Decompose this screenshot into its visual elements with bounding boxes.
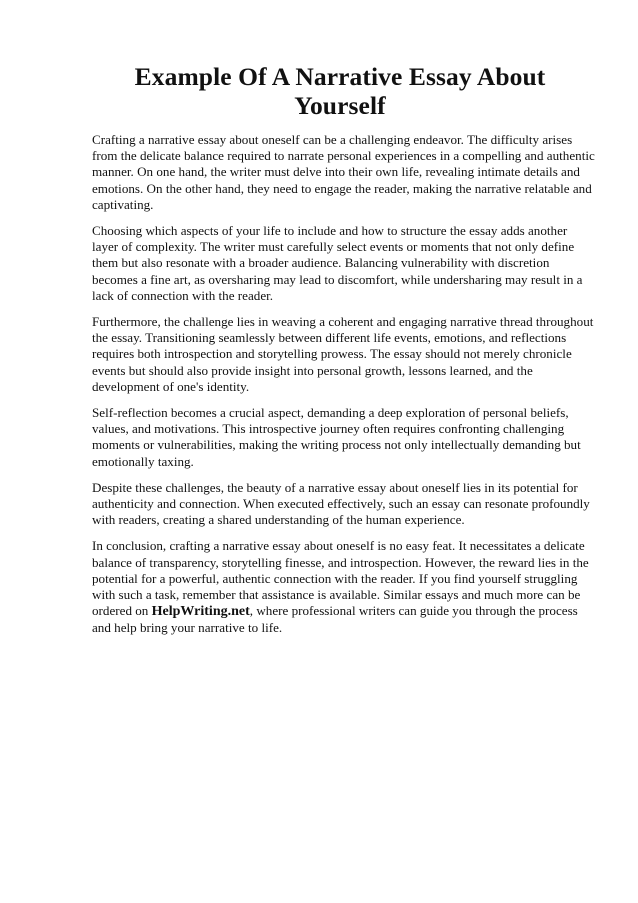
paragraph-5: Despite these challenges, the beauty of a narrative essay about oneself lies in its potential for authenticity and connection. When executed effectively, such an essay can resonate profoundly with readers, creating a shared understanding of the human experience. (92, 479, 590, 528)
conclusion-text-end: , where professional writers can guide you through the process and help bring your narrative to life. (92, 603, 578, 636)
paragraph-1: Crafting a narrative essay about oneself can be a challenging endeavor. The difficulty arises from the delicate balance required to narrate personal experiences in a compelling and authentic manner. On one hand, the writer must delve into their own life, revealing intimate details and emotions. On the other hand, they need to engage the reader, making the narrative relatable and captivating. (92, 132, 595, 212)
paragraph-4: Self-reflection becomes a crucial aspect, demanding a deep exploration of personal beliefs, values, and motivations. This introspective journey often requires confronting challenging moments or vulnerabilities, making the writing process not only intellectually demanding but emotionally taxing. (92, 405, 581, 469)
conclusion-paragraph (92, 538, 596, 636)
page-title: Example Of A Narrative Essay About Yourself (134, 62, 546, 120)
paragraph-2: Choosing which aspects of your life to include and how to structure the essay adds another layer of complexity. The writer must carefully select events or moments that not only define them but also resonate with a broader audience. Balancing vulnerability with discretion becomes a fine art, as oversharing may lead to discomfort, while undersharing may result in a lack of connection with the reader. (92, 223, 583, 303)
conclusion-text-start: In conclusion, crafting a narrative essay about oneself is no easy feat. It necessitates a delicate balance of transparency, storytelling finesse, and introspection. However, the reward lies in the potential for a powerful, authentic connection with the reader. If you find yourself struggling with such a task, remember that assistance is available. Similar essays and much more can be ordered on (92, 538, 589, 619)
paragraph-3: Furthermore, the challenge lies in weaving a coherent and engaging narrative thread throughout the essay. Transitioning seamlessly between different life events, emotions, and reflections requires both introspection and storytelling prowess. The essay should not merely chronicle events but should also provide insight into personal growth, lessons learned, and the development of one's identity. (92, 314, 594, 394)
helpwriting-brand-text: HelpWriting.net (151, 604, 250, 620)
